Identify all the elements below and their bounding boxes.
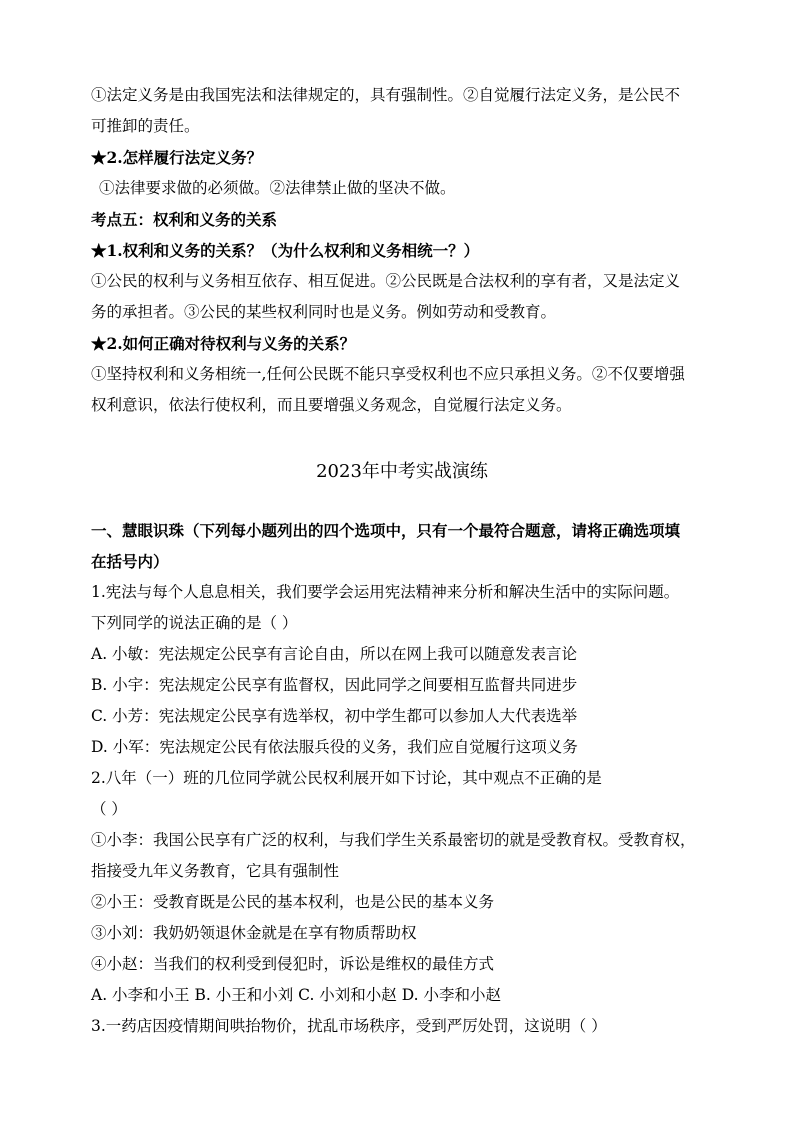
statement-line: 指接受九年义务教育，它具有强制性 [91, 862, 340, 880]
question-heading: ★2.如何正确对待权利与义务的关系？ [91, 334, 356, 353]
statement-line: ②小王：受教育既是公民的基本权利，也是公民的基本义务 [91, 893, 495, 911]
question-stem: 1.宪法与每个人息息相关，我们要学会运用宪法精神来分析和解决生活中的实际问题。 [91, 583, 680, 601]
answer-line: 务的承担者。③公民的某些权利同时也是义务。例如劳动和受教育。 [91, 303, 557, 321]
option-b: B. 小宇：宪法规定公民享有监督权，因此同学之间要相互监督共同进步 [91, 676, 578, 694]
text-line: 可推卸的责任。 [91, 117, 200, 135]
question-heading: ★1.权利和义务的关系？（为什么权利和义务相统一？） [91, 241, 480, 260]
answer-line: 权利意识，依法行使权利，而且要增强义务观念，自觉履行法定义务。 [91, 396, 572, 414]
answer-line: ①坚持权利和义务相统一,任何公民既不能只享受权利也不应只承担义务。②不仅要增强 [91, 365, 685, 383]
question-stem: （ ） [91, 800, 127, 818]
document-page [91, 80, 713, 1042]
answer-line: ①公民的权利与义务相互依存、相互促进。②公民既是合法权利的享有者，又是法定义 [91, 272, 681, 290]
part-heading: 在括号内） [91, 552, 169, 571]
option-a: A. 小敏：宪法规定公民享有言论自由，所以在网上我可以随意发表言论 [91, 645, 578, 663]
question-stem: 下列同学的说法正确的是（ ） [91, 614, 298, 632]
practice-section-title: 2023年中考实战演练 [316, 461, 488, 482]
statement-line: ①小李：我国公民享有广泛的权利，与我们学生关系最密切的就是受教育权。受教育权， [91, 831, 696, 849]
statement-line: ④小赵：当我们的权利受到侵犯时，诉讼是维权的最佳方式 [91, 955, 495, 973]
section-heading: 考点五：权利和义务的关系 [91, 210, 278, 229]
options-line: A. 小李和小王 B. 小王和小刘 C. 小刘和小赵 D. 小李和小赵 [91, 986, 501, 1004]
statement-line: ③小刘：我奶奶领退休金就是在享有物质帮助权 [91, 924, 417, 942]
option-d: D. 小军：宪法规定公民有依法服兵役的义务，我们应自觉履行这项义务 [91, 738, 578, 756]
answer-line: ①法律要求做的必须做。②法律禁止做的坚决不做。 [99, 179, 456, 197]
text-line: ①法定义务是由我国宪法和法律规定的，具有强制性。②自觉履行法定义务，是公民不 [91, 86, 681, 104]
option-c: C. 小芳：宪法规定公民享有选举权，初中学生都可以参加人大代表选举 [91, 707, 578, 725]
question-heading: ★2.怎样履行法定义务？ [91, 148, 263, 167]
question-stem: 2.八年（一）班的几位同学就公民权利展开如下讨论，其中观点不正确的是 [91, 769, 602, 787]
question-stem: 3.一药店因疫情期间哄抬物价，扰乱市场秩序，受到严厉处罚，这说明（ ） [91, 1017, 607, 1035]
part-heading: 一、慧眼识珠（下列每小题列出的四个选项中，只有一个最符合题意，请将正确选项填 [91, 521, 681, 540]
